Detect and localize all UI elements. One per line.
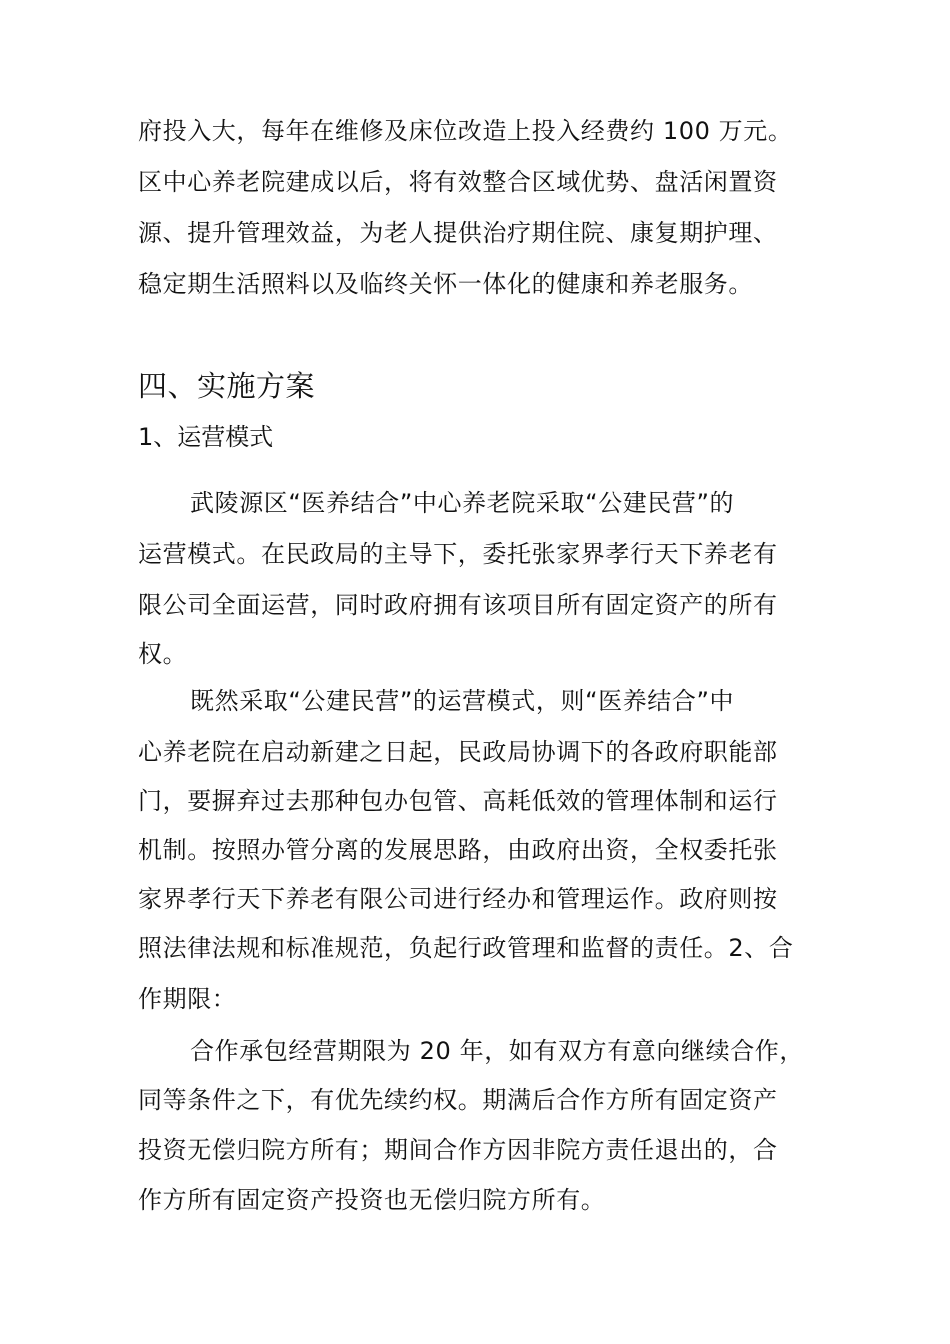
text-line: 稳定期生活照料以及临终关怀一体化的健康和养老服务。 [138,270,753,298]
text-line: 区中心养老院建成以后，将有效整合区域优势、盘活闲置资 [138,168,778,196]
text-line: 既然采取“公建民营”的运营模式，则“医养结合”中 [190,687,735,715]
text-line: 府投入大，每年在维修及床位改造上投入经费约 100 万元。 [138,117,793,145]
text-line: 家界孝行天下养老有限公司进行经办和管理运作。政府则按 [138,885,778,913]
text-line: 机制。按照办管分离的发展思路，由政府出资，全权委托张 [138,836,778,864]
text-line: 武陵源区“医养结合”中心养老院采取“公建民营”的 [190,489,735,517]
text-line: 合作承包经营期限为 20 年，如有双方有意向继续合作， [190,1037,804,1065]
text-line: 作期限： [138,985,237,1013]
text-line: 同等条件之下，有优先续约权。期满后合作方所有固定资产 [138,1086,778,1114]
text-line: 门，要摒弃过去那种包办包管、高耗低效的管理体制和运行 [138,787,778,815]
text-line: 投资无偿归院方所有；期间合作方因非院方责任退出的，合 [138,1136,778,1164]
text-line: 心养老院在启动新建之日起，民政局协调下的各政府职能部 [138,738,778,766]
text-line: 作方所有固定资产投资也无偿归院方所有。 [138,1186,606,1214]
text-line: 照法律法规和标准规范，负起行政管理和监督的责任。2、合 [138,934,794,962]
section-heading: 四、实施方案 [138,369,316,403]
text-line: 运营模式。在民政局的主导下，委托张家界孝行天下养老有 [138,540,778,568]
text-line: 限公司全面运营，同时政府拥有该项目所有固定资产的所有 [138,591,778,619]
text-line: 权。 [138,640,188,668]
text-line: 源、提升管理效益，为老人提供治疗期住院、康复期护理、 [138,219,778,247]
subsection-heading: 1、运营模式 [138,423,274,451]
